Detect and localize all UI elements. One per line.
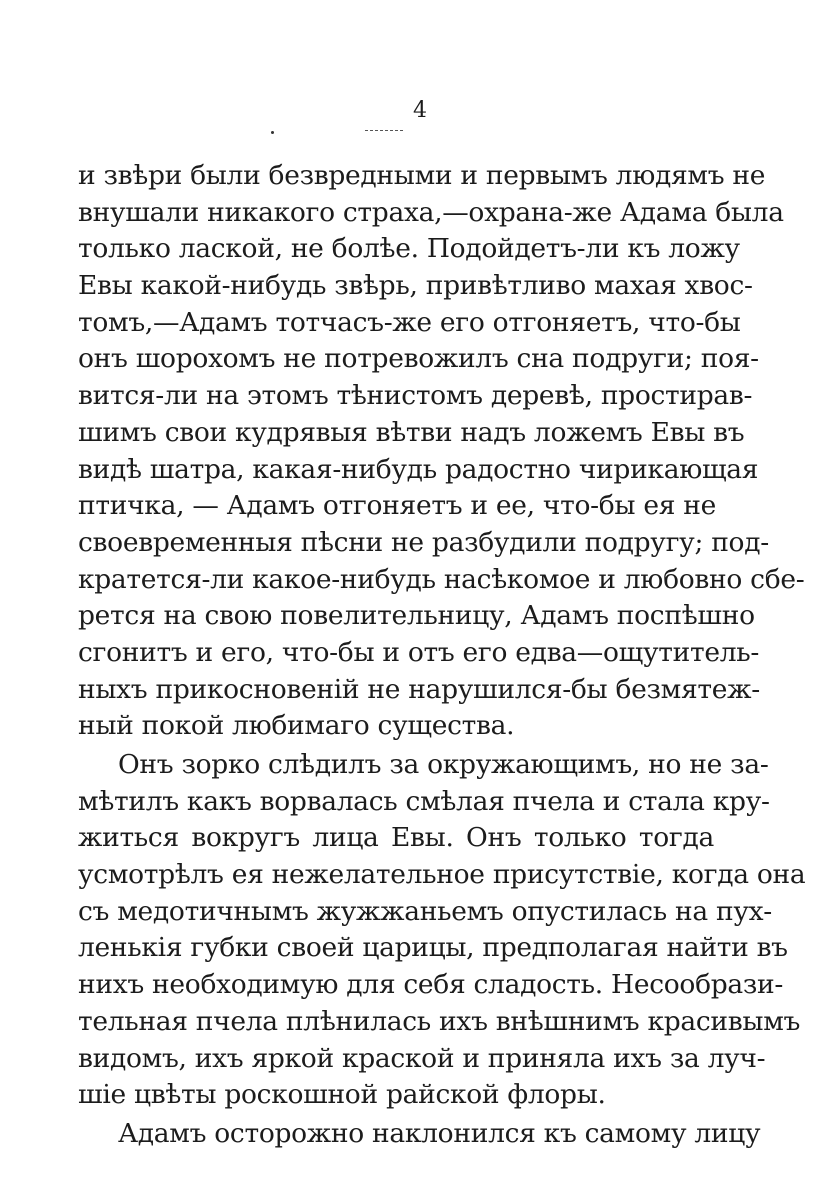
text-line: внушали никакого страха,—охрана-же Адама была <box>78 196 784 228</box>
text-line: ныхъ прикосновеній не нарушился-бы безмятеж- <box>78 673 760 705</box>
text-line: Евы какой-нибудь звѣрь, привѣтливо махая хвос- <box>78 270 753 302</box>
text-line: ный покой любимаго существа. <box>78 710 515 742</box>
text-line: видѣ шатра, какая-нибудь радостно чирикающая <box>78 453 759 485</box>
text-line: и звѣри были безвредными и первымъ людямъ не <box>78 160 766 191</box>
text-line: Адамъ осторожно наклонился къ самому лицу <box>118 1117 761 1149</box>
text-line: своевременныя пѣсни не разбудили подругу; под- <box>78 526 769 558</box>
paragraph-3 <box>78 1116 761 1153</box>
text-line: Онъ зорко слѣдилъ за окружающимъ, но не за- <box>118 749 769 780</box>
text-line: рется на свою повелительницу, Адамъ поспѣшно <box>78 600 755 632</box>
page-number: 4 <box>413 98 427 123</box>
body-text <box>78 158 806 1153</box>
text-line: тельная пчела плѣнилась ихъ внѣшнимъ красивымъ <box>78 1005 801 1037</box>
text-line: шіе цвѣты роскошной райской флоры. <box>78 1079 606 1111</box>
text-line: кратется-ли какое-нибудь насѣкомое и любовно сбе- <box>78 563 805 595</box>
text-line: томъ,—Адамъ тотчасъ-же его отгоняетъ, что-бы <box>78 306 741 338</box>
text-line: мѣтилъ какъ ворвалась смѣлая пчела и стала кру- <box>78 785 770 817</box>
paragraph-2 <box>78 747 806 1114</box>
header-rule <box>365 130 403 131</box>
text-line: шимъ свои кудрявыя вѣтви надъ ложемъ Евы въ <box>78 416 745 448</box>
text-line: видомъ, ихъ яркой краской и приняла ихъ за луч- <box>78 1042 766 1074</box>
text-line: вится-ли на этомъ тѣнистомъ деревѣ, простирав- <box>78 380 753 412</box>
text-line: онъ шорохомъ не потревожилъ сна подруги; поя- <box>78 343 759 375</box>
text-line: житься вокругъ лица Евы. Онъ только тогда <box>78 822 714 854</box>
paragraph-1 <box>78 158 805 745</box>
text-line: усмотрѣлъ ея нежелательное присутствіе, когда она <box>78 859 806 891</box>
text-line: съ медотичнымъ жужжаньемъ опустилась на пух- <box>78 895 772 927</box>
text-line: сгонитъ и его, что-бы и отъ его едва—ощутитель- <box>78 636 760 668</box>
text-line: нихъ необходимую для себя сладость. Несообрази- <box>78 969 784 1001</box>
print-speck <box>271 131 274 134</box>
text-line: только лаской, не болѣе. Подойдетъ-ли къ ложу <box>78 233 740 265</box>
text-line: ленькія губки своей царицы, предполагая найти въ <box>78 932 788 964</box>
text-line: птичка, — Адамъ отгоняетъ и ее, что-бы ея не <box>78 490 717 522</box>
